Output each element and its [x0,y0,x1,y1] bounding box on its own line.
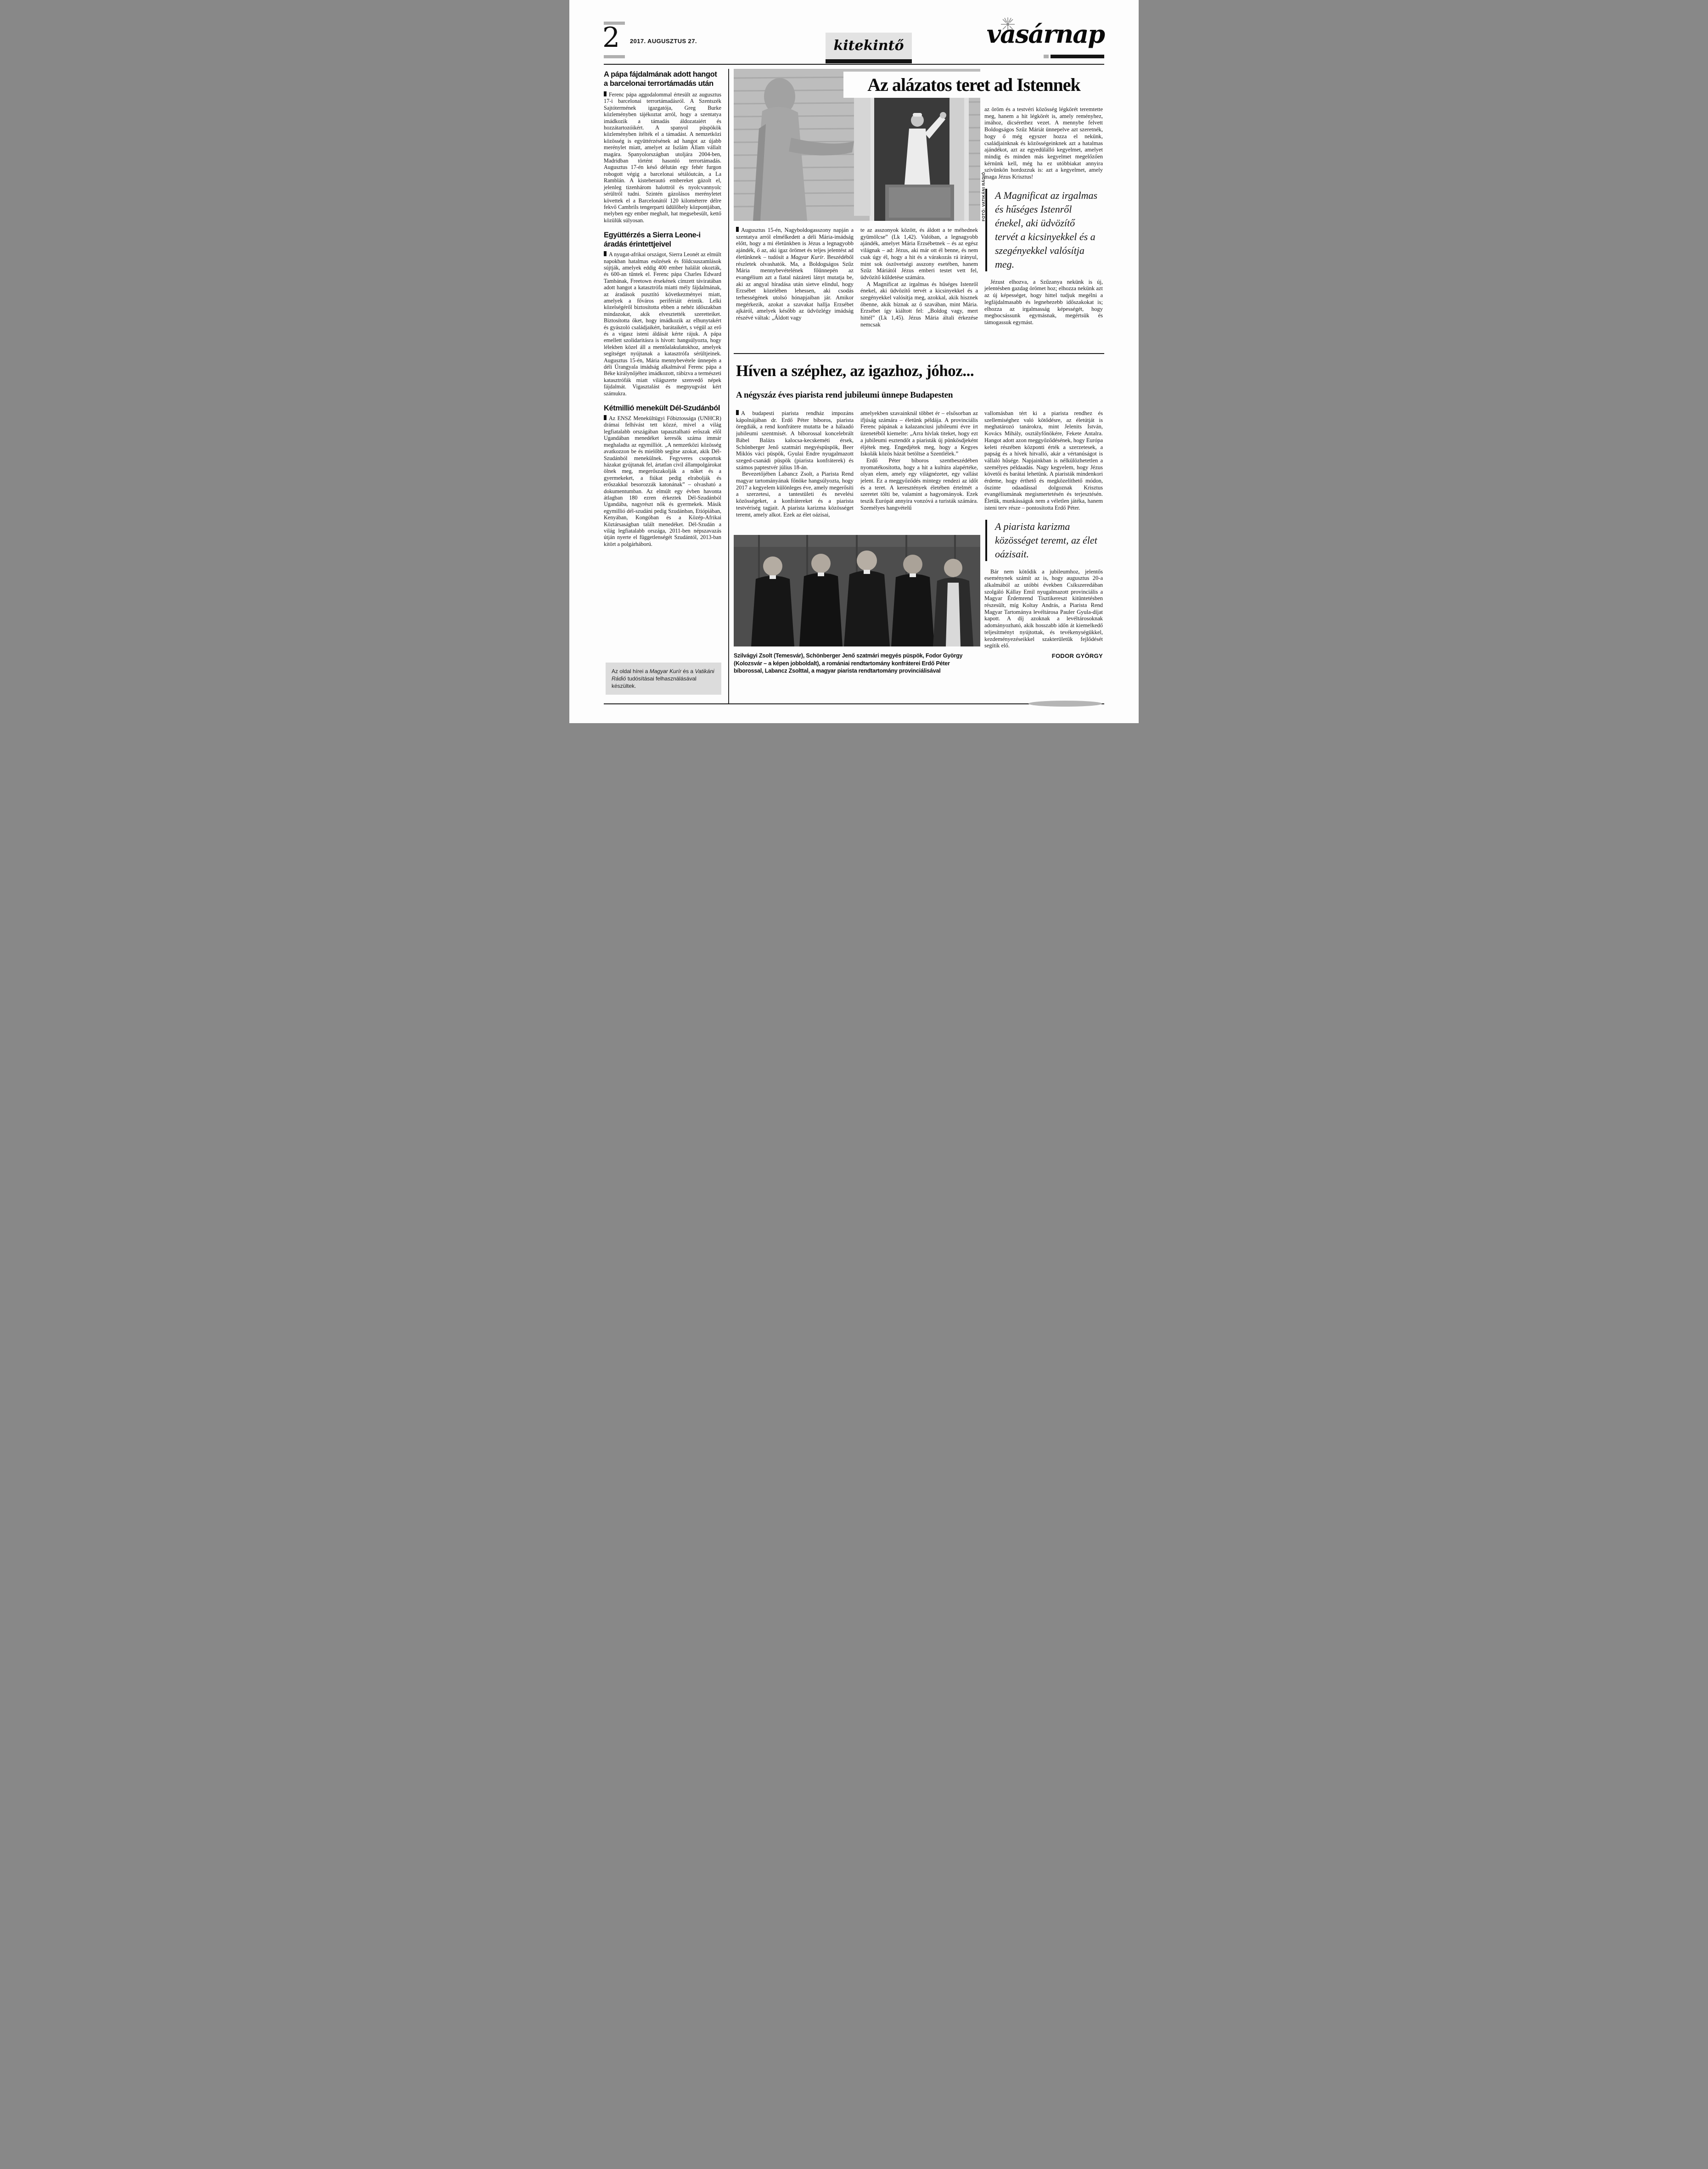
newspaper-page [569,0,1139,723]
page-number: 2 [602,22,620,54]
left-rail [604,70,721,547]
main-article-col-1: Augusztus 15-én, Nagyboldogasszony napján a szentatya arról elmélkedett a déli Mária-imádság előtt, hogy a mi életünkben is Jézus a legnagyobb ajándék, ő az, aki igaz örömet és teljes jelentést ad életünknek – tudósít a Magyar Kurír. Beszédéből részletek olvashatók. Ma, a Boldogságos Szűz Mária mennybevételének főünnepén az evangélium azt a fiatal názáreti lányt mutatja be, aki az angyal híradása után sietve elindul, hogy Erzsébet közelében lehessen, aki csodás terhességének utolsó hónapjaiban jár. Amikor megérkezik, azokat a szavakat hallja Erzsébet ajkáról, amelyek később az üdvözlégy imádság részévé váltak: „Áldott vagy [736,227,854,321]
source-magyar-kurir: Magyar Kurír [649,668,682,674]
main-article-right-col: az öröm és a testvéri közösség légkörét teremtette meg, hanem a hit légkörét is, amely reményhez, imához, dicsérethez vezet. A mennybe felvett Boldogságos Szűz Máriát ünnepelve azt szeretnék, hogy ő még egyszer hozza el nekünk, családjainknak és közösségeinknek azt a hatalmas ajándékot, azt az egyedülálló kegyelmet, amelyet mindig és minden más kegyelmet megelőzően kérnünk kell, még ha ez utóbbiakat annyira szívünkön hordozzuk is: azt a kegyelmet, amely maga Jézus Krisztus! A Magnificat az irgalmas és hűséges Istenről énekel, aki üdvözítő tervét a kicsinyekkel és a szegényekkel valósítja meg. Jézust elhozva, a Szűzanya nekünk is új, jelentésben gazdag örömet hoz; elhozza nekünk azt az új képességet, hogy hittel tudjuk megélni a legfájdalmasabb és legnehezebb időszakokat is; elhozza az irgalmasság képességét, hogy megbocsássunk egymásnak, megértsük és támogassuk egymást. [984,106,1103,326]
article-two-subtitle: A négyszáz éves piarista rend jubileumi ünnepe Budapesten [736,390,953,400]
page-number-bottom-bar [604,55,625,58]
article-two-col-1: A budapesti piarista rendház impozáns kápolnájában dr. Erdő Péter bíboros, piarista öregdiák, a rend konfrátere mutatta be a hálaadó jubileumi szentmisét. A bíborossal koncelebrált Bábel Balázs kalocsa-kecskeméti érsek, Schönberger Jenő szatmári megyéspüspök, Beer Miklós váci püspök, Gyulai Endre nyugalmazott szeged-csanádi püspök (piarista konfráterek) és számos paptestvér július 18-án. Bevezetőjében Labancz Zsolt, a Piarista Rend magyar tartományának főnöke hangsúlyozta, hogy 2017 a kegyelem különleges éve, amely megerősíti a szerzetesi, a tantestületi és nevelési közösségeket, a konfrátereket és a piarista testvériség tagjait. A piarista karizma közösséget teremt, amely alkot. Ezek az élet oázisai, [736,410,854,518]
paragraph-lead-marker [736,410,739,415]
article-two-col-3: vallomásban tért ki a piarista rendhez és szellemiséghez való kötődésre, az életútját is meghatározó tanárokra, mint Jelenits István, Kovács Mihály, osztályfőnökére, Fekete Antalra. Hangot adott azon meggyőződésének, hogy Európa keleti részében központi érték a szerzetesek, a papság és a hívek hitvalló, akár a vértanúságot is vállaló hűsége. Napjainkban is nélkülözhetetlen a személyes példaadás. Nagy kegyelem, hogy Jézus követői és barátai lehetünk. A piaristák mindenkori érdeme, hogy érthető és megközelíthető módon, őszinte odaadással dolgoznak Krisztus evangéliumának megismertetésén és terjesztésén. Életük, munkásságuk nem a véletlen játéka, hanem isteni terv része – pontosította Erdő Péter. A piarista karizma közösséget teremt, az élet oázisait. Bár nem kötődik a jubileumhoz, jelentős eseménynek számít az is, hogy augusztus 20-a alkalmából az utóbbi években Csíkszeredában szolgáló Kállay Emil nyugalmazott provinciális a Magyar Érdemrend Tisztikereszt kitüntetésben részesült, míg Koltay András, a Piarista Rend Magyar Tartománya levéltárosa Pauler Gyula-díjat kapott. A díj azoknak a levéltárosoknak adományozható, akik hosszabb időn át kiemelkedő teljesítményt nyújtottak, és tevékenységükkel, kezdeményezéseikkel szakterületük fejlődését segítik elő. FODOR GYÖRGY [984,410,1103,659]
left-rail-divider [728,69,729,704]
rail-paragraph-1: Ferenc pápa aggodalommal értesült az augusztus 17-i barcelonai terrortámadásról. A Szentszék Sajtótermének igazgatója, Greg Burke közleményben tájékoztat arról, hogy a szentatya imádkozik a támadás áldozataiért és hozzátartozóikért. A spanyol püspökök közleményben ítélték el a támadást. A nemzetközi közösség is együttérzésének ad hangot az újabb merénylet miatt, amelyet az Iszlám Állam vállalt magára. Spanyolországban utoljára 2004-ben, Madridban történt hasonló terrortámadás. Augusztus 17-én késő délután egy fehér furgon robogott végig a barcelonai sétálóutcán, a La Ramblán. A kisteherautó embereket gázolt el, jelenleg tizenhárom halottról és nyolcvannyolc sérültről tudni. Szintén gázolásos merényletet követtek el a Barcelonától 120 kilométerre délre fekvő Cambrils tengerparti üdülőhely központjában, melyben egy ember meghalt, hat megsebesült, kettő közülük súlyosan. [604,91,721,224]
main-article-col-2: te az asszonyok között, és áldott a te méhednek gyümölcse” (Lk 1,42). Valóban, a legnagyobb ajándék, amelyet Mária Erzsébetnek – és az egész világnak – ad: Jézus, aki már ott él benne, és nem csak úgy él, hogy a hit és a várakozás rá irányul, mint sok ószövetségi asszony esetében, hanem Szűz Máriától Jézus emberi testet vett fel, üdvözítő küldetése számára. A Magnificat az irgalmas és hűséges Istenről énekel, aki üdvözítő tervét a kicsinyekkel és a szegényekkel valósítja meg, azokkal, akik hisznek őbenne, akik bíznak az ő szavában, mint Mária. Erzsébet így kiáltott fel: „Boldog vagy, mert hittél” (Lk 1,45). Jézus Mária általi érkezése nemcsak [860,227,978,328]
rail-subhead-del-szudan: Kétmillió menekült Dél-Szudánból [604,404,720,413]
clergy-group-photo [734,535,980,646]
masthead-underline [1051,55,1104,58]
paragraph-lead-marker [604,91,607,96]
main-headline-box [843,72,1104,98]
section-badge [826,33,912,59]
pull-quote-magnificat: A Magnificat az irgalmas és hűséges Istenről énekel, aki üdvözítő tervét a kicsinyekkel és a szegényekkel valósítja meg. [985,189,1100,271]
article-two-headline: Híven a széphez, az igazhoz, jóhoz... [736,362,974,380]
section-badge-label: kitekintő [833,38,904,54]
issue-date: 2017. AUGUSZTUS 27. [630,38,697,45]
article-two-top-rule [734,353,1104,354]
photo-credit: FOTÓ: VATIKÁNI RÁDIÓ [981,172,986,221]
source-vatikani-radio: Vatikáni Rádió [612,668,714,682]
paragraph-lead-marker [736,227,739,232]
photo-caption: Szilvágyi Zsolt (Temesvár), Schönberger Jenő szatmári megyés püspök, Fodor György (Kolozsvár – a képen jobboldalt), a romániai rendtartomány konfráterei Erdő Péter bíborossal, Labancz Zsolttal, a magyar piarista rendtartomány provinciálisával [734,652,963,674]
header-rule [604,64,1104,65]
masthead: vasárnap [986,19,1104,49]
rail-paragraph-2: A nyugat-afrikai országot, Sierra Leonét az elmúlt napokban hatalmas esőzések és földcsuszamlások sújtják, amelyek eddig 400 ember halálát okozták, és 600-an tűntek el. Ferenc pápa Charles Edward Tambának, Freetown érsekének címzett táviratában adott hangot a katasztrófa miatti mély fájdalmának, az áradások pusztító következményei miatt, amelyek a főváros perifériáit érintik. Lelki közelségéről biztosította ebben a nehéz időszakban mindazokat, akik elvesztették szeretteiket. Biztosította őket, hogy imádkozik az elhunytakért és gyászoló családjaikért, barátaikért, s végül az erő és a vigasz isteni áldását kérte rájuk. A pápa emellett szolidaritásra is hívott: hangsúlyozta, hogy lélekben közel áll a mentőalakulatokhoz, amelyek segítséget nyújtanak a katasztrófa sérültjeinek. Augusztus 15-én, Mária mennybevétele ünnepén a déli Úrangyala imádság alkalmával Ferenc pápa a Béke királynőjéhez imádkozott, rábízva a természeti katasztrófák miatt világszerte szenvedő népek fájdalmát. Vigasztalást és megnyugvást kért számukra. [604,251,721,397]
rail-subhead-sierra-leone: Együttérzés a Sierra Leone-i áradás érintettjeivel [604,231,701,249]
footer-ellipse-ornament [1028,701,1102,707]
pull-quote-piarista: A piarista karizma közösséget teremt, az élet oázisait. [985,520,1100,561]
rail-headline: A pápa fájdalmának adott hangot a barcelonai terrortámadás után [604,70,717,88]
paragraph-lead-marker [604,415,607,420]
paragraph-lead-marker [604,251,607,256]
article-two-col-2: amelyekben szavainknál többet ér – elsősorban az ifjúság számára – életünk példája. A provinciális Ferenc pápának a kalazanciusi jubileumi évre írt üzenetéből kiemelte: „Arra hívlak titeket, hogy ezt a jubileumi esztendőt a piaristák új pünkösdjeként éljétek meg. Engedjétek meg, hogy a Kegyes Iskolák közös házát betöltse a Szentlélek.” Erdő Péter bíboros szentbeszédében nyomatékosította, hogy a hit a kultúra alapértéke, olyan elem, amely egy világnézetet, egy vallást jelent. Ez a meggyőződés mintegy rendezi az időt és a teret. A keresztények életében értelmét a szeretet tölti be, valamint a hagyományok. Ezek teszik Európát annyira vonzóvá a turisták számára. Személyes hangvételű [860,410,978,511]
byline: FODOR GYÖRGY [1051,652,1103,659]
section-badge-underline [826,59,912,63]
main-headline: Az alázatos teret ad Istennek [867,74,1080,95]
sources-footer-note: Az oldal hírei a Magyar Kurír és a Vatikáni Rádió tudósításai felhasználásával készültek. [606,663,721,695]
masthead-gray-square [1044,55,1049,58]
rail-paragraph-3: Az ENSZ Menekültügyi Főbiztossága (UNHCR) drámai felhívást tett közzé, mivel a világ legfiatalabb országában tapasztalható erőszak elől Ugandában menedéket keresők száma immár meghaladta az egymilliót. „A nemzetközi közösség avatkozzon be és mielőbb segítse azokat, akik Dél-Szudánból menekülnek. Fegyveres csoportok házakat gyújtanak fel, ártatlan civil állampolgárokat ölnek meg, megerőszakolják a nőket és a gyermekeket, a fiúkat pedig elrabolják és erőszakkal besorozzák katonának” – olvasható a dokumentumban. Az elmúlt egy évben havonta átlagban 180 ezren érkeztek Dél-Szudánból Ugandába, nagyrészt nők és gyermekek. Másik egymillió dél-szudáni pedig Szudánban, Etiópiában, Kenyában, Kongóban és a Közép-Afrikai Köztársaságban talált menedéket. Dél-Szudán a világ legfiatalabb országa, 2011-ben népszavazás útján nyerte el függetlenségét Szudántól, 2013-ban kitört a polgárháború. [604,415,721,547]
